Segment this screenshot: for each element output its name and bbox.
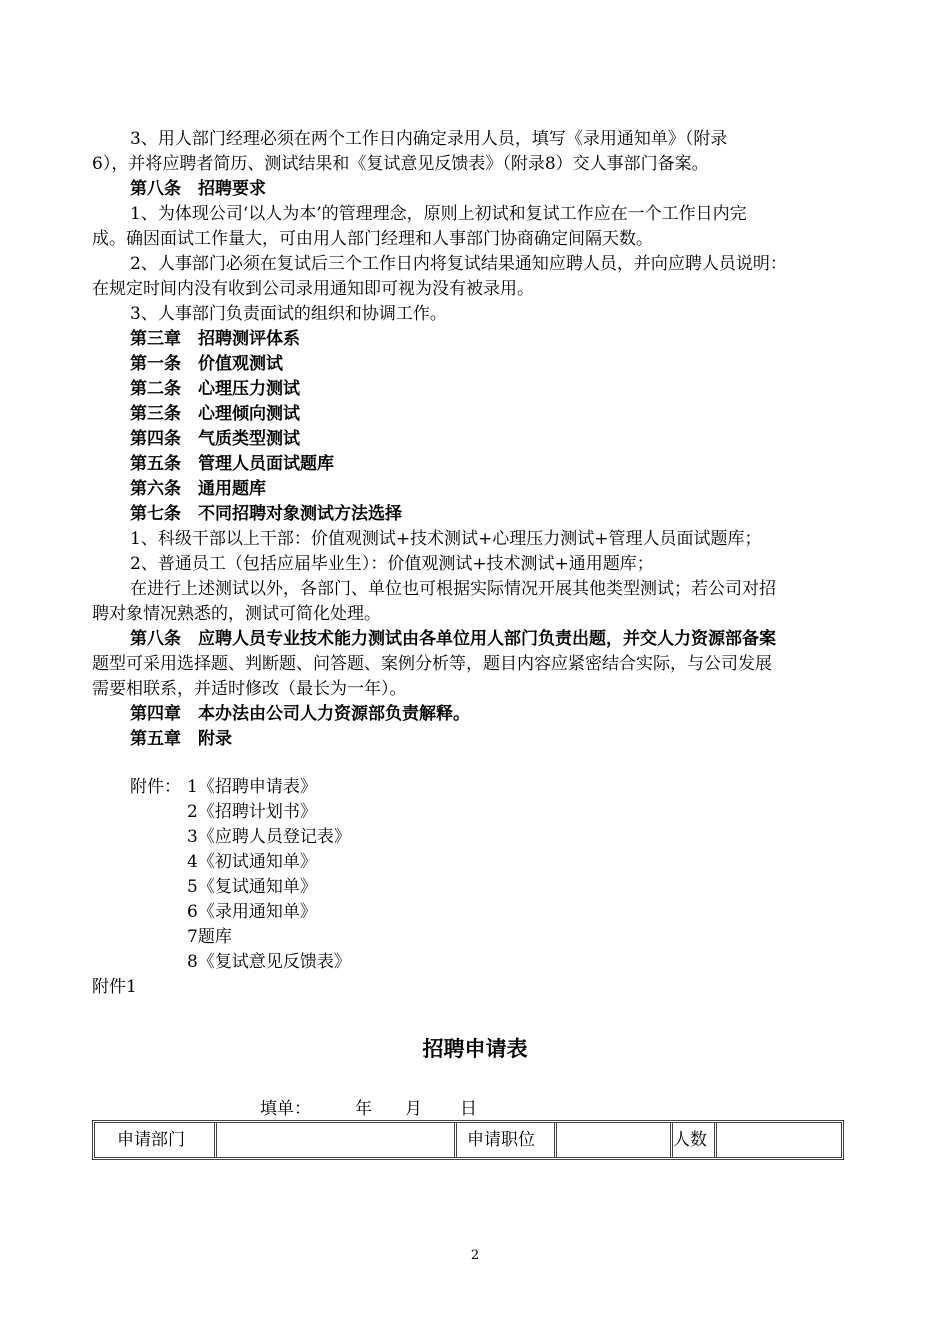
department-value-cell[interactable] (217, 1123, 457, 1157)
article-heading: 第四条 气质类型测试 (130, 429, 300, 449)
paragraph-line: 3、人事部门负责面试的组织和协调工作。 (130, 304, 447, 324)
article-heading: 第五条 管理人员面试题库 (130, 454, 334, 474)
attachment-item: 8《复试意见反馈表》 (187, 952, 351, 972)
paragraph-line: 在规定时间内没有收到公司录用通知即可视为没有被录用。 (92, 279, 534, 299)
paragraph-line: 2、普通员工（包括应届毕业生）：价值观测试+技术测试+通用题库； (130, 554, 654, 574)
attachment-item: 6《录用通知单》 (187, 902, 317, 922)
headcount-label-cell: 人数 (673, 1123, 717, 1157)
chapter-heading: 第三章 招聘测评体系 (130, 329, 300, 349)
article-heading: 第八条 应聘人员专业技术能力测试由各单位用人部门负责出题，并交人力资源部备案 (130, 629, 776, 649)
article-heading: 第七条 不同招聘对象测试方法选择 (130, 504, 402, 524)
article-heading: 第二条 心理压力测试 (130, 379, 300, 399)
paragraph-line: 聘对象情况熟悉的，测试可简化处理。 (92, 604, 381, 624)
headcount-value-cell[interactable] (717, 1123, 841, 1157)
attachment-section-label: 附件1 (92, 977, 137, 997)
fill-date-label: 填单： (260, 1099, 311, 1119)
article-heading: 第六条 通用题库 (130, 479, 266, 499)
department-label-cell: 申请部门 (95, 1123, 217, 1157)
attachment-item: 3《应聘人员登记表》 (187, 827, 351, 847)
paragraph-line: 6），并将应聘者简历、测试结果和《复试意见反馈表》（附录8）交人事部门备案。 (92, 154, 709, 174)
attachment-item: 1《招聘申请表》 (187, 777, 317, 797)
position-label-cell: 申请职位 (457, 1123, 557, 1157)
application-form-table (92, 1120, 844, 1160)
chapter-heading: 第五章 附录 (130, 729, 232, 749)
paragraph-line: 成。确因面试工作量大，可由用人部门经理和人事部门协商确定间隔天数。 (92, 229, 653, 249)
attachments-prefix: 附件： (130, 777, 181, 797)
fill-date-month: 月 (405, 1099, 422, 1119)
chapter-heading: 第四章 本办法由公司人力资源部负责解释。 (130, 704, 470, 724)
position-value-cell[interactable] (557, 1123, 673, 1157)
attachment-item: 4《初试通知单》 (187, 852, 317, 872)
article-heading: 第一条 价值观测试 (130, 354, 283, 374)
article-heading: 第三条 心理倾向测试 (130, 404, 300, 424)
attachment-item: 2《招聘计划书》 (187, 802, 317, 822)
paragraph-line: 在进行上述测试以外，各部门、单位也可根据实际情况开展其他类型测试；若公司对招 (130, 579, 776, 599)
form-title: 招聘申请表 (422, 1037, 528, 1061)
paragraph-line: 3、用人部门经理必须在两个工作日内确定录用人员，填写《录用通知单》（附录 (130, 129, 728, 149)
attachment-item: 5《复试通知单》 (187, 877, 317, 897)
paragraph-line: 1、为体现公司‘以人为本’的管理理念，原则上初试和复试工作应在一个工作日内完 (130, 204, 747, 224)
paragraph-line: 2、人事部门必须在复试后三个工作日内将复试结果通知应聘人员，并向应聘人员说明： (130, 254, 787, 274)
paragraph-line: 1、科级干部以上干部：价值观测试+技术测试+心理压力测试+管理人员面试题库； (130, 529, 762, 549)
article-heading: 第八条 招聘要求 (130, 179, 266, 199)
paragraph-line: 题型可采用选择题、判断题、问答题、案例分析等，题目内容应紧密结合实际，与公司发展 (92, 654, 772, 674)
paragraph-line: 需要相联系，并适时修改（最长为一年）。 (92, 679, 407, 699)
fill-date-day: 日 (460, 1099, 477, 1119)
attachment-item: 7题库 (187, 927, 232, 947)
page-number: 2 (470, 1248, 480, 1263)
fill-date-year: 年 (355, 1099, 372, 1119)
